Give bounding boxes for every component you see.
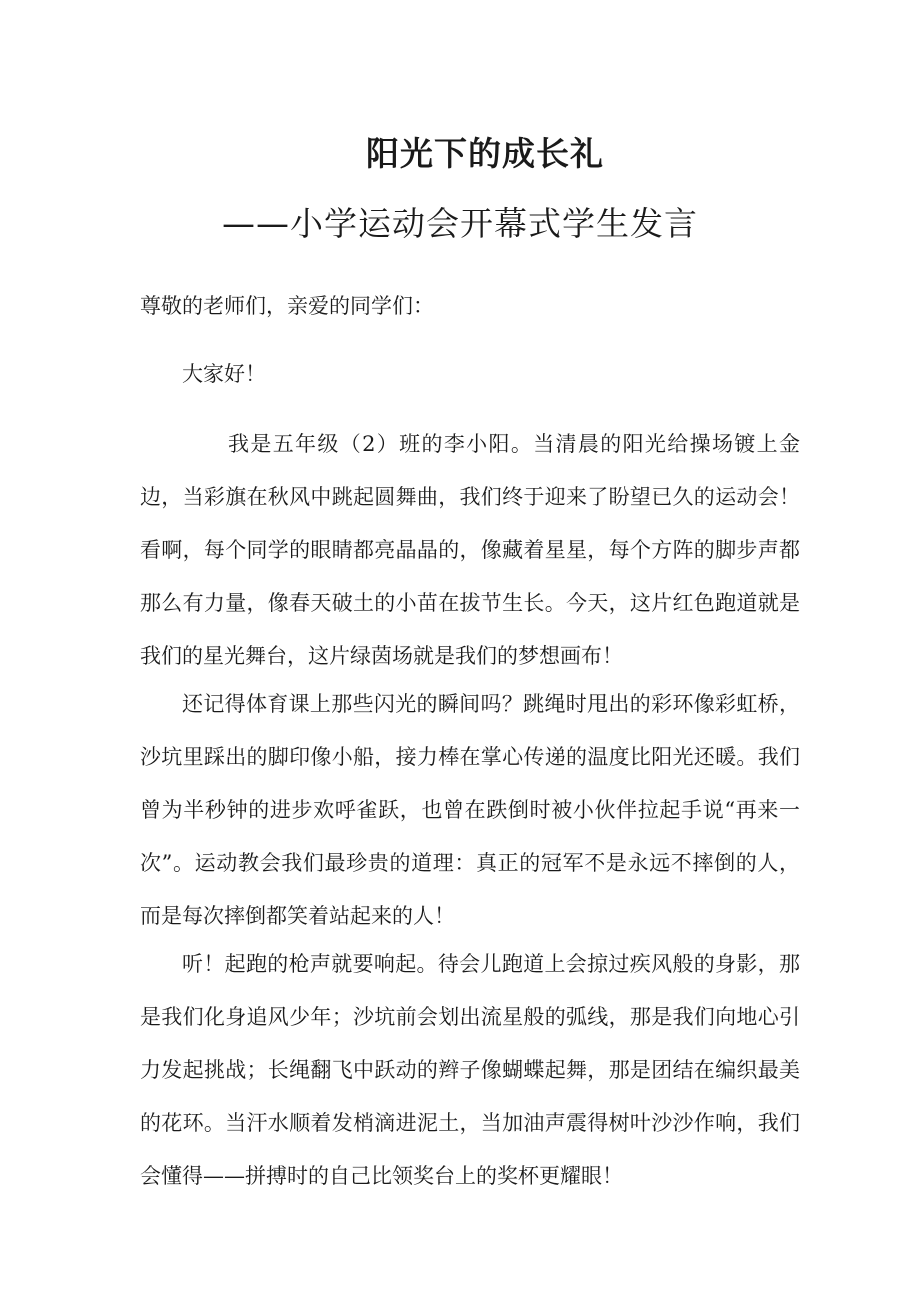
document-title: 阳光下的成长礼: [366, 134, 604, 173]
salutation: 尊敬的老师们，亲爱的同学们：: [140, 294, 434, 318]
greeting: 大家好！: [182, 362, 266, 386]
paragraph-3: 听！起跑的枪声就要响起。待会儿跑道上会掠过疾风般的身影，那是我们化身追风少年；沙坑前会划出流星般的弧线，那是我们向地心引力发起挑战；长绳翻飞中跃动的辫子像蝴蝶起舞，那是团结在编织最美的花环。当汗水顺着发梢滴进泥土，当加油声震得树叶沙沙作响，我们会懂得——拼搏时的自己比领奖台上的奖杯更耀眼！: [140, 952, 800, 1188]
document-subtitle: ——小学运动会开幕式学生发言: [222, 204, 698, 243]
paragraph-1: 我是五年级（2）班的李小阳。当清晨的阳光给操场镀上金边，当彩旗在秋风中跳起圆舞曲，我们终于迎来了盼望已久的运动会！看啊，每个同学的眼睛都亮晶晶的，像藏着星星，每个方阵的脚步声都那么有力量，像春天破土的小苗在拔节生长。今天，这片红色跑道就是我们的星光舞台，这片绿茵场就是我们的梦想画布！: [140, 432, 800, 668]
paragraph-2: 还记得体育课上那些闪光的瞬间吗？跳绳时甩出的彩环像彩虹桥，沙坑里踩出的脚印像小船，接力棒在掌心传递的温度比阳光还暖。我们曾为半秒钟的进步欢呼雀跃，也曾在跌倒时被小伙伴拉起手说“再来一次”。运动教会我们最珍贵的道理：真正的冠军不是永远不摔倒的人，而是每次摔倒都笑着站起来的人！: [140, 692, 800, 928]
